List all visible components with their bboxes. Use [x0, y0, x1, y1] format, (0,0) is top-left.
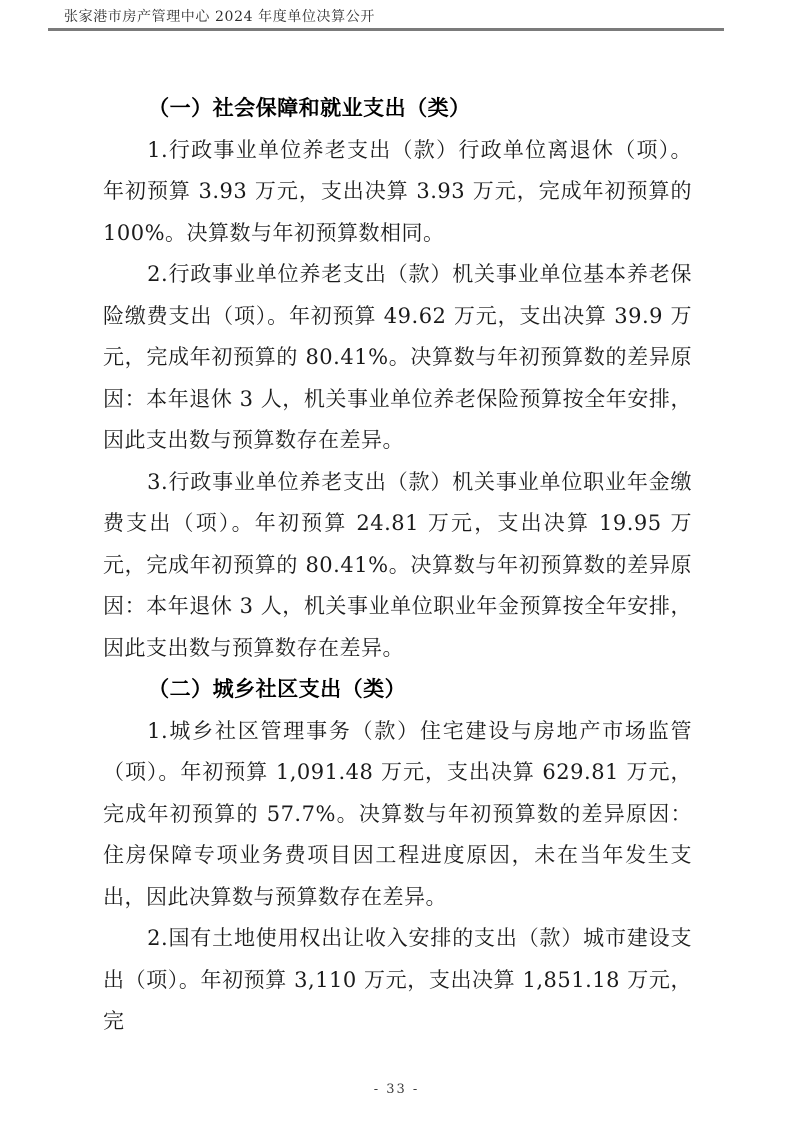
section-1-paragraph-1: 1.行政事业单位养老支出（款）行政单位离退休（项）。年初预算 3.93 万元，支出决算 3.93 万元，完成年初预算的 100%。决算数与年初预算数相同。 [103, 137, 692, 245]
section-1-paragraph-3: 3.行政事业单位养老支出（款）机关事业单位职业年金缴费支出（项）。年初预算 24.81 万元，支出决算 19.95 万元，完成年初预算的 80.41%。决算数与年初预算数的差异原因：本年退休 3 人，机关事业单位职业年金预算按全年安排，因此支出数与预算数存在差异。 [103, 469, 692, 660]
header-rule [48, 28, 724, 31]
section-1-heading: （一）社会保障和就业支出（类） [148, 96, 471, 120]
page-footer [0, 1082, 793, 1097]
header-title: 张家港市房产管理中心 2024 年度单位决算公开 [64, 9, 375, 25]
section-2-paragraph-1: 1.城乡社区管理事务（款）住宅建设与房地产市场监管（项）。年初预算 1,091.48 万元，支出决算 629.81 万元，完成年初预算的 57.7%。决算数与年初预算数的差异原因：住房保障专项业务费项目因工程进度原因，未在当年发生支出，因此决算数与预算数存在差异。 [103, 718, 692, 909]
page-number: - 33 - [373, 1082, 420, 1097]
section-2-paragraph-2: 2.国有土地使用权出让收入安排的支出（款）城市建设支出（项）。年初预算 3,110 万元，支出决算 1,851.18 万元，完 [103, 926, 692, 1033]
document-body [103, 88, 692, 1043]
section-2-heading: （二）城乡社区支出（类） [148, 677, 407, 701]
section-1-paragraph-2: 2.行政事业单位养老支出（款）机关事业单位基本养老保险缴费支出（项）。年初预算 49.62 万元，支出决算 39.9 万元，完成年初预算的 80.41%。决算数与年初预算数的差异原因：本年退休 3 人，机关事业单位养老保险预算按全年安排，因此支出数与预算数存在差异。 [103, 262, 692, 452]
